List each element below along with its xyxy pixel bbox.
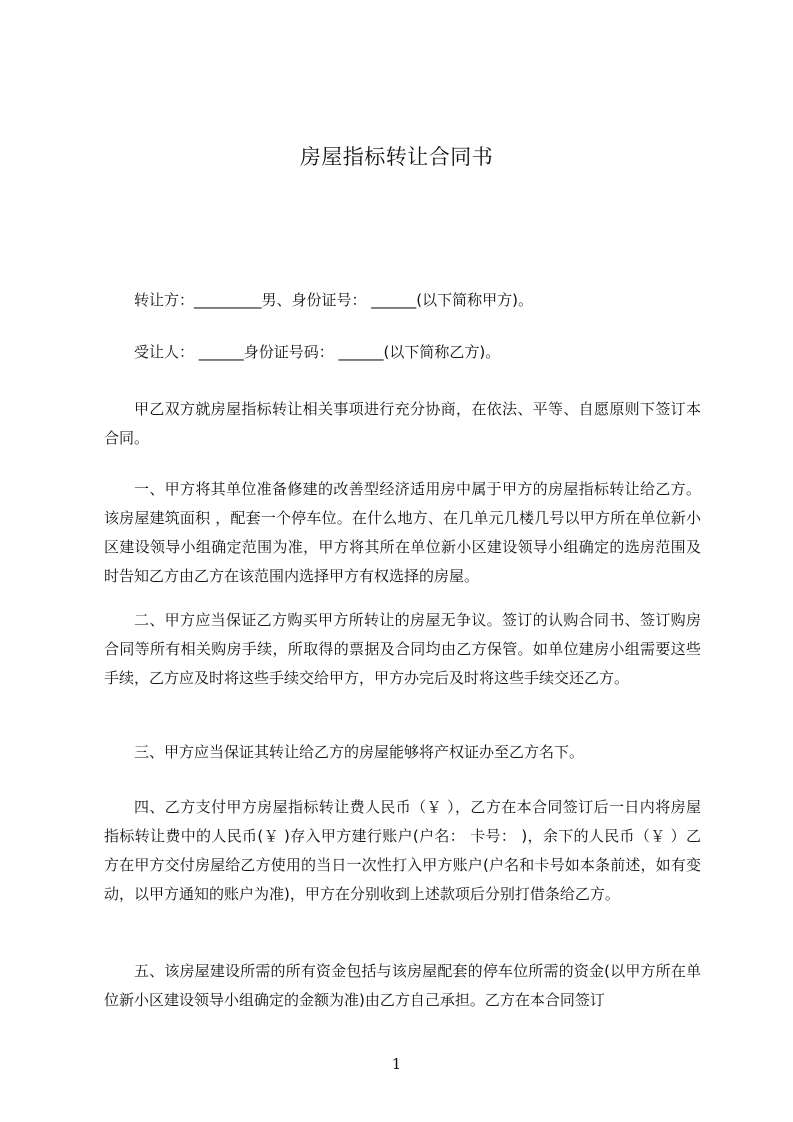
intro-paragraph: 甲乙双方就房屋指标转让相关事项进行充分协商，在依法、平等、自愿原则下签订本合同。 — [104, 400, 701, 447]
clause-1: 一、甲方将其单位准备修建的改善型经济适用房中属于甲方的房屋指标转让给乙方。该房屋建筑面积 ，配套一个停车位。在什么地方、在几单元几楼几号以甲方所在单位新小区建设领导小组确定范围为准，甲方将其所在单位新小区建设领导小组确定的选房范围及时告知乙方由乙方在该范围内选择甲方有权选择的房屋。 — [104, 480, 701, 585]
transferee-line: 受让人： ______身份证号码： ______(以下简称乙方)。 — [134, 343, 501, 361]
clause-5: 五、该房屋建设所需的所有资金包括与该房屋配套的停车位所需的资金(以甲方所在单位新小区建设领导小组确定的金额为准)由乙方自己承担。乙方在本合同签订 — [104, 962, 701, 1009]
clause-4: 四、乙方支付甲方房屋指标转让费人民币（￥ ），乙方在本合同签订后一日内将房屋指标转让费中的人民币(￥ )存入甲方建行账户(户名： 卡号： )，余下的人民币（￥ ）乙方在甲方交付房屋给乙方使用的当日一次性打入甲方账户(户名和卡号如本条前述，如有变动，以甲方通知的账户为准)，甲方在分别收到上述款项后分别打借条给乙方。 — [104, 798, 701, 903]
clause-2: 二、甲方应当保证乙方购买甲方所转让的房屋无争议。签订的认购合同书、签订购房合同等所有相关购房手续，所取得的票据及合同均由乙方保管。如单位建房小组需要这些手续，乙方应及时将这些手续交给甲方，甲方办完后及时将这些手续交还乙方。 — [104, 611, 701, 687]
document-title: 房屋指标转让合同书 — [299, 145, 494, 169]
clause-3: 三、甲方应当保证其转让给乙方的房屋能够将产权证办至乙方名下。 — [134, 743, 585, 761]
transferor-line: 转让方：_________男、身份证号： ______(以下简称甲方)。 — [134, 291, 533, 309]
page-number: 1 — [391, 1055, 402, 1073]
